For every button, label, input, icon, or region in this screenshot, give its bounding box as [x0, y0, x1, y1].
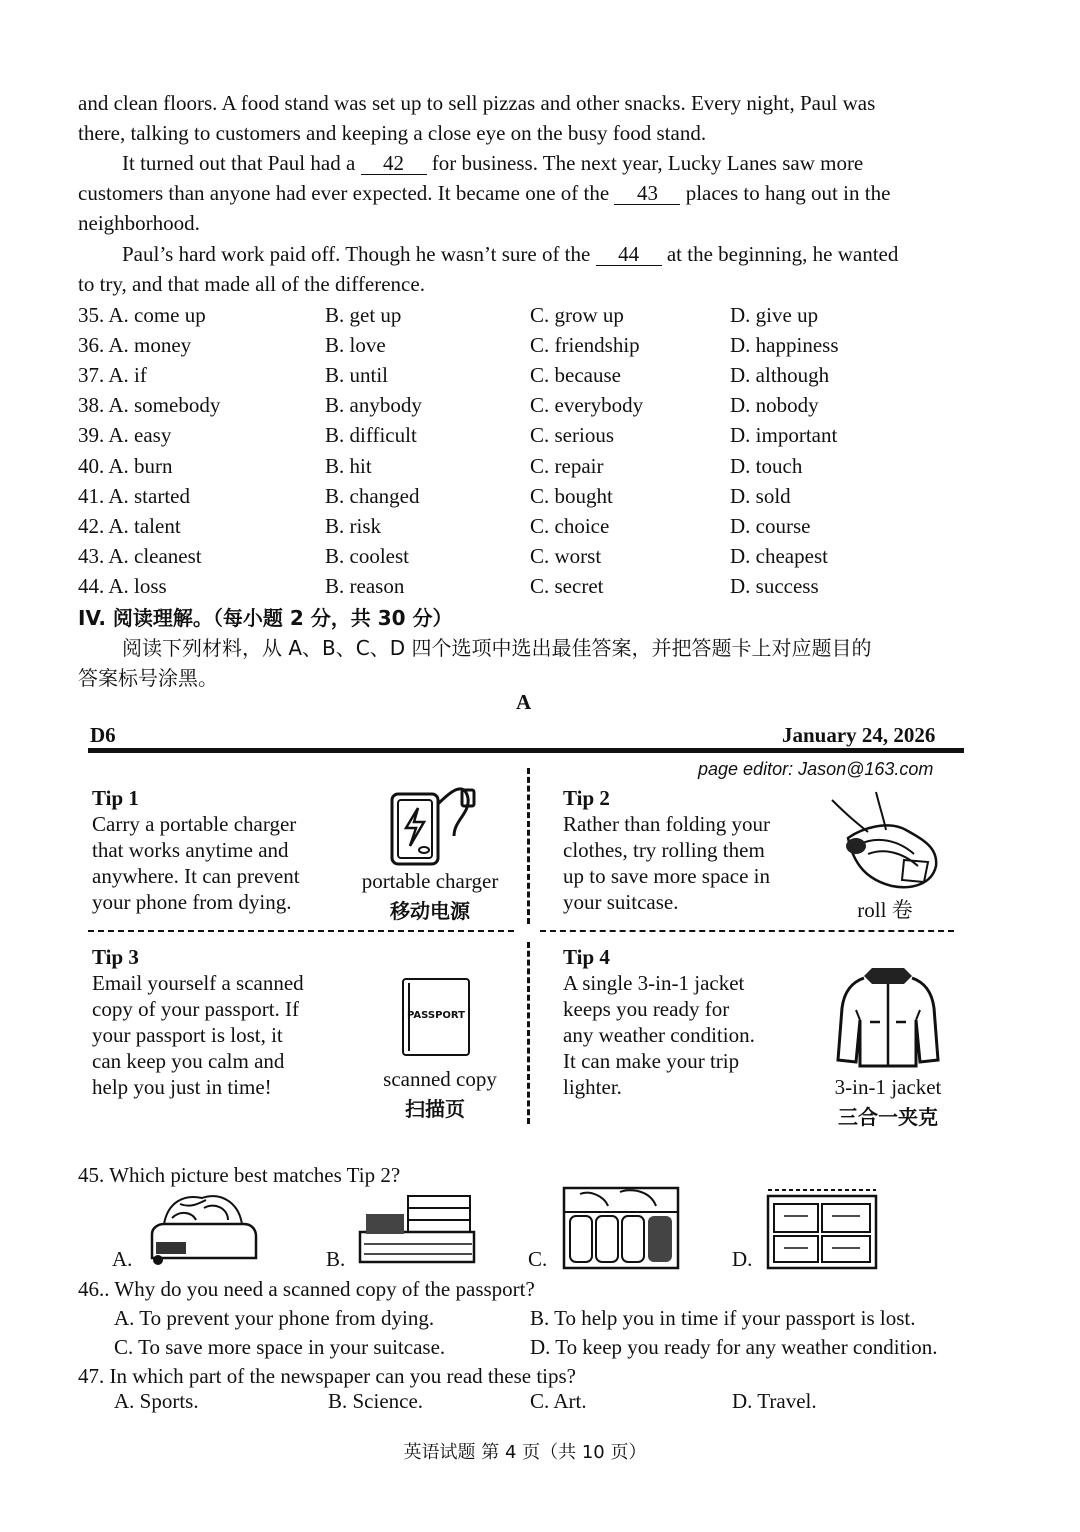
tip-line: keeps you ready for [563, 997, 730, 1021]
tip-title: Tip 1 [92, 786, 139, 810]
caption-cn: 三合一夹克 [838, 1105, 938, 1129]
q46-option-b: B. To help you in time if your passport is lost. [530, 1306, 916, 1330]
option-choice: 44. A. loss [78, 573, 167, 598]
option-choice: B. changed [325, 483, 420, 508]
tip-line: It can make your trip [563, 1049, 740, 1073]
option-choice: C. everybody [530, 393, 644, 418]
option-d-picture [764, 1186, 880, 1270]
option-choice: D. course [730, 513, 811, 538]
tip-line: your phone from dying. [92, 890, 292, 914]
tip-title: Tip 4 [563, 945, 610, 969]
instruction-text: 答案标号涂黑。 [78, 666, 218, 690]
tip-line: your passport is lost, it [92, 1023, 283, 1047]
option-choice: D. happiness [730, 333, 839, 358]
rolled-clothes-icon [828, 790, 942, 894]
tip-line: any weather condition. [563, 1023, 755, 1047]
question-47: 47. In which part of the newspaper can you read these tips? [78, 1364, 576, 1388]
option-c-picture [560, 1186, 682, 1270]
passage-line [78, 178, 890, 208]
tip-line: clothes, try rolling them [563, 838, 765, 862]
tip-line: copy of your passport. If [92, 997, 300, 1021]
divider-vertical [527, 768, 530, 924]
q46-option-c: C. To save more space in your suitcase. [114, 1335, 446, 1359]
caption-cn: 移动电源 [390, 899, 470, 923]
tip-line: lighter. [563, 1075, 622, 1099]
option-choice: D. sold [730, 483, 791, 508]
option-choice: C. because [530, 363, 621, 388]
passage-text: It turned out that Paul had a [122, 151, 356, 175]
tip-1 [92, 785, 328, 915]
option-choice: B. coolest [325, 543, 409, 568]
option-choice: D. give up [730, 303, 819, 327]
tip-line: help you just in time! [92, 1075, 272, 1099]
option-choice: 41. A. started [78, 483, 190, 508]
passage-line: and clean floors. A food stand was set up to sell pizzas and other snacks. Every night, Paul was [78, 91, 876, 115]
q46-option-a: A. To prevent your phone from dying. [114, 1306, 435, 1330]
cloze-blank-43: 43 [614, 182, 680, 205]
option-choice: B. get up [325, 303, 402, 327]
option-choice: B. love [325, 333, 386, 358]
option-b-picture [356, 1188, 478, 1268]
jacket-icon [834, 962, 942, 1070]
passage-text: at the beginning, he wanted [666, 242, 899, 266]
caption-en: roll 卷 [857, 898, 913, 922]
q46-option-d: D. To keep you ready for any weather condition. [530, 1335, 938, 1359]
option-choice: C. worst [530, 543, 602, 568]
tip-line: that works anytime and [92, 838, 289, 862]
option-choice: 35. A. come up [78, 303, 206, 327]
option-choice: B. anybody [325, 393, 422, 418]
option-choice: 40. A. burn [78, 453, 173, 478]
option-choice: B. difficult [325, 423, 417, 448]
tip-title: Tip 2 [563, 786, 610, 810]
tip-line: A single 3-in-1 jacket [563, 971, 745, 995]
cloze-blank-44: 44 [596, 243, 662, 266]
tip-line: Rather than folding your [563, 812, 771, 836]
tip-line: your suitcase. [563, 890, 679, 914]
option-choice: B. risk [325, 513, 382, 538]
caption-en: scanned copy [383, 1067, 497, 1091]
option-choice: 37. A. if [78, 363, 147, 388]
option-a-label: A. [112, 1247, 133, 1271]
passage-line: to try, and that made all of the difference. [78, 272, 425, 296]
option-choice: C. serious [530, 423, 614, 448]
instruction-text: 阅读下列材料，从 A、B、C、D 四个选项中选出最佳答案，并把答题卡上对应题目的 [122, 636, 872, 660]
option-choice: 36. A. money [78, 333, 192, 358]
passport-label: PASSPORT [406, 1010, 465, 1021]
passage-text: for business. The next year, Lucky Lanes saw more [431, 151, 864, 175]
tip-line: up to save more space in [563, 864, 771, 888]
option-choice: C. grow up [530, 303, 624, 327]
tip-2 [563, 785, 797, 915]
tip-title: Tip 3 [92, 945, 139, 969]
option-choice: C. bought [530, 483, 613, 508]
passage-line [122, 148, 863, 178]
divider-horizontal [540, 930, 954, 932]
caption-en: portable charger [361, 869, 499, 893]
option-choice: B. until [325, 363, 389, 388]
option-b-label: B. [326, 1247, 346, 1271]
option-choice: D. cheapest [730, 543, 828, 568]
section-heading: IV. 阅读理解。（每小题 2 分，共 30 分） [78, 606, 453, 630]
header-rule [88, 748, 964, 753]
q47-option-b: B. Science. [328, 1389, 424, 1413]
option-choice: D. success [730, 573, 819, 598]
tip-line: can keep you calm and [92, 1049, 285, 1073]
page-editor: page editor: Jason@163.com [698, 759, 934, 779]
option-choice: D. touch [730, 453, 803, 478]
option-d-label: D. [732, 1247, 753, 1271]
tip-4 [563, 944, 779, 1100]
passage-text: Paul’s hard work paid off. Though he wasn’t sure of the [122, 242, 591, 266]
option-choice: D. nobody [730, 393, 819, 418]
divider-vertical [527, 942, 530, 1124]
option-choice: D. important [730, 423, 838, 448]
question-46: 46.. Why do you need a scanned copy of the passport? [78, 1277, 535, 1301]
q47-option-d: D. Travel. [732, 1389, 817, 1413]
portable-charger-icon [388, 776, 484, 872]
tip-line: anywhere. It can prevent [92, 864, 300, 888]
option-choice: C. friendship [530, 333, 640, 358]
q47-option-a: A. Sports. [114, 1389, 199, 1413]
newspaper-page: D6 [90, 723, 116, 747]
option-choice: B. reason [325, 573, 405, 598]
caption-en: 3-in-1 jacket [834, 1075, 942, 1099]
tip-line: Email yourself a scanned [92, 971, 304, 995]
tip-line: Carry a portable charger [92, 812, 297, 836]
tip-3 [92, 944, 326, 1100]
option-a-picture [144, 1188, 262, 1268]
option-choice: C. repair [530, 453, 604, 478]
passage-line: there, talking to customers and keeping a close eye on the busy food stand. [78, 121, 707, 145]
passage-line: neighborhood. [78, 211, 200, 235]
page-footer: 英语试题 第 4 页（共 10 页） [403, 1442, 647, 1463]
newspaper-date: January 24, 2026 [782, 723, 936, 747]
option-choice: D. although [730, 363, 830, 388]
cloze-blank-42: 42 [361, 152, 427, 175]
option-choice: C. secret [530, 573, 604, 598]
passport-icon [402, 978, 470, 1056]
option-c-label: C. [528, 1247, 548, 1271]
option-choice: 42. A. talent [78, 513, 181, 538]
passage-text: places to hang out in the [685, 181, 891, 205]
passage-line [122, 239, 898, 269]
divider-horizontal [88, 930, 514, 932]
q47-option-c: C. Art. [530, 1389, 587, 1413]
option-choice: 39. A. easy [78, 423, 172, 448]
caption-cn: 扫描页 [405, 1097, 465, 1121]
passage-text: customers than anyone had ever expected. It became one of the [78, 181, 610, 205]
passage-label: A [516, 690, 532, 714]
option-choice: 43. A. cleanest [78, 543, 202, 568]
option-choice: B. hit [325, 453, 372, 478]
option-choice: 38. A. somebody [78, 393, 221, 418]
question-45: 45. Which picture best matches Tip 2? [78, 1163, 401, 1187]
option-choice: C. choice [530, 513, 610, 538]
